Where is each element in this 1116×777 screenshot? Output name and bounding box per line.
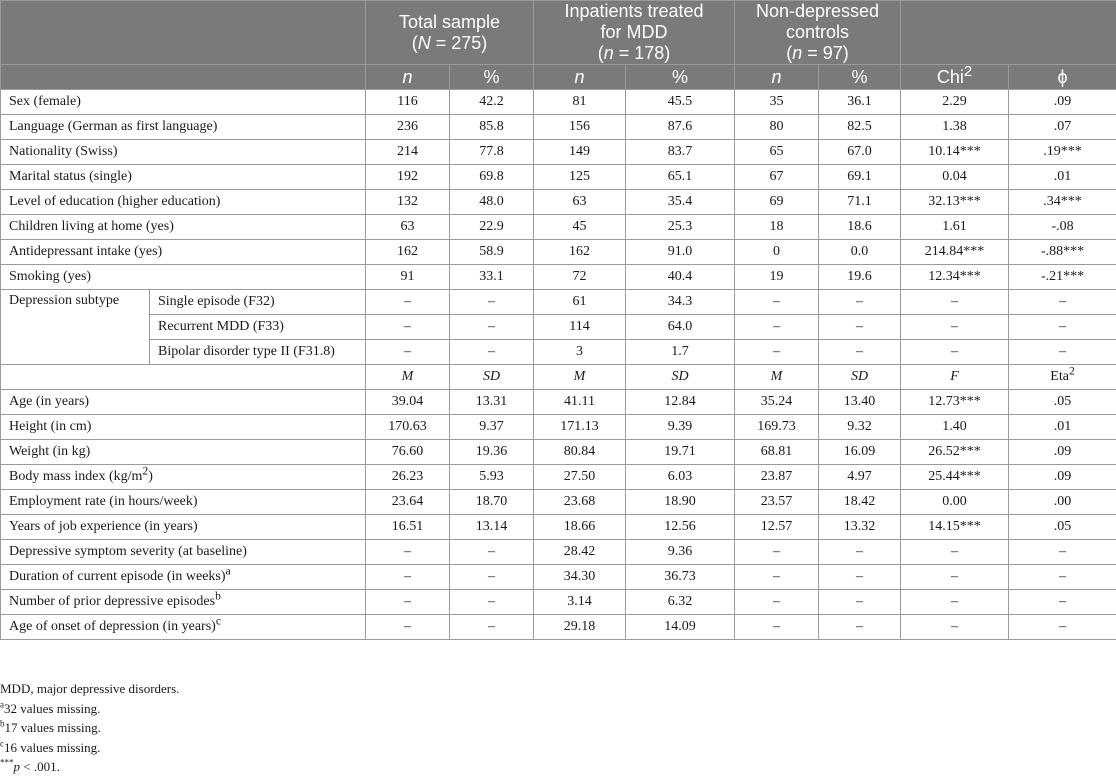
value-cell: 9.37 bbox=[450, 415, 534, 440]
stat-header-pct-controls: % bbox=[819, 65, 901, 90]
value-cell: 28.42 bbox=[534, 540, 626, 565]
value-cell: 116 bbox=[366, 90, 450, 115]
value-cell: 13.32 bbox=[819, 515, 901, 540]
value-cell: 6.32 bbox=[626, 590, 735, 615]
value-cell: 156 bbox=[534, 115, 626, 140]
value-cell: – bbox=[1009, 290, 1116, 315]
value-cell: – bbox=[819, 540, 901, 565]
value-cell: .09 bbox=[1009, 90, 1116, 115]
value-cell: 85.8 bbox=[450, 115, 534, 140]
value-cell: – bbox=[819, 590, 901, 615]
value-cell: 1.61 bbox=[901, 215, 1009, 240]
value-cell: 19 bbox=[735, 265, 819, 290]
table-row bbox=[1, 140, 1116, 165]
note-significance: ***p < .001. bbox=[0, 757, 60, 774]
value-cell: 34.30 bbox=[534, 565, 626, 590]
table-row bbox=[1, 515, 1116, 540]
value-cell: 12.73*** bbox=[901, 390, 1009, 415]
stat-header-2-cell: SD bbox=[819, 365, 901, 390]
row-label bbox=[1, 190, 366, 215]
table-row bbox=[1, 215, 1116, 240]
header-controls bbox=[735, 1, 901, 65]
value-cell: 14.15*** bbox=[901, 515, 1009, 540]
value-cell: 40.4 bbox=[626, 265, 735, 290]
table-row bbox=[1, 415, 1116, 440]
value-cell: 18.42 bbox=[819, 490, 901, 515]
value-cell: 0.04 bbox=[901, 165, 1009, 190]
value-cell: – bbox=[450, 590, 534, 615]
value-cell: 48.0 bbox=[450, 190, 534, 215]
value-cell: 9.32 bbox=[819, 415, 901, 440]
value-cell: 67 bbox=[735, 165, 819, 190]
value-cell: – bbox=[366, 290, 450, 315]
value-cell: 27.50 bbox=[534, 465, 626, 490]
value-cell: 192 bbox=[366, 165, 450, 190]
subtype-row-label bbox=[150, 340, 366, 365]
header-inpatients-n: (n = 178) bbox=[597, 43, 671, 63]
table-row bbox=[1, 540, 1116, 565]
stat-header-pct-total: % bbox=[450, 65, 534, 90]
value-cell: 71.1 bbox=[819, 190, 901, 215]
row-label-text: Children living at home (yes) bbox=[9, 219, 174, 234]
table-row bbox=[1, 315, 1116, 340]
value-cell: 162 bbox=[534, 240, 626, 265]
row-label-suffix: ) bbox=[148, 469, 153, 484]
value-cell: 214 bbox=[366, 140, 450, 165]
row-label bbox=[1, 590, 366, 615]
value-cell: .07 bbox=[1009, 115, 1116, 140]
row-label-text: Marital status (single) bbox=[9, 169, 132, 184]
row-label-text: Depressive symptom severity (at baseline) bbox=[9, 544, 247, 559]
value-cell: 236 bbox=[366, 115, 450, 140]
value-cell: 3 bbox=[534, 340, 626, 365]
row-label-text: Nationality (Swiss) bbox=[9, 144, 118, 159]
stat-header-2-cell: M bbox=[735, 365, 819, 390]
stat-header-phi: ϕ bbox=[1009, 65, 1116, 90]
subtype-group-label: Depression subtype bbox=[1, 290, 150, 365]
value-cell: 149 bbox=[534, 140, 626, 165]
value-cell: .09 bbox=[1009, 465, 1116, 490]
table-row bbox=[1, 340, 1116, 365]
stat-header-2-empty bbox=[1, 365, 366, 390]
value-cell: 9.39 bbox=[626, 415, 735, 440]
value-cell: 91.0 bbox=[626, 240, 735, 265]
value-cell: – bbox=[366, 340, 450, 365]
value-cell: – bbox=[1009, 540, 1116, 565]
row-label bbox=[1, 515, 366, 540]
row-label bbox=[1, 390, 366, 415]
value-cell: 169.73 bbox=[735, 415, 819, 440]
row-label bbox=[1, 240, 366, 265]
value-cell: 12.84 bbox=[626, 390, 735, 415]
value-cell: – bbox=[366, 315, 450, 340]
value-cell: – bbox=[1009, 565, 1116, 590]
table-row bbox=[1, 115, 1116, 140]
value-cell: 45 bbox=[534, 215, 626, 240]
value-cell: – bbox=[735, 340, 819, 365]
row-label bbox=[1, 265, 366, 290]
row-label-text: Number of prior depressive episodes bbox=[9, 594, 216, 609]
value-cell: 64.0 bbox=[626, 315, 735, 340]
row-label-text: Duration of current episode (in weeks) bbox=[9, 569, 226, 584]
value-cell: 35.24 bbox=[735, 390, 819, 415]
value-cell: 80 bbox=[735, 115, 819, 140]
value-cell: .00 bbox=[1009, 490, 1116, 515]
value-cell: 23.64 bbox=[366, 490, 450, 515]
value-cell: 214.84*** bbox=[901, 240, 1009, 265]
value-cell: 58.9 bbox=[450, 240, 534, 265]
stat-header-empty bbox=[1, 65, 366, 90]
value-cell: .05 bbox=[1009, 390, 1116, 415]
value-cell: 69 bbox=[735, 190, 819, 215]
value-cell: 170.63 bbox=[366, 415, 450, 440]
row-label-text: Sex (female) bbox=[9, 94, 81, 109]
value-cell: – bbox=[450, 540, 534, 565]
row-label-text: Recurrent MDD (F33) bbox=[158, 319, 284, 334]
value-cell: 41.11 bbox=[534, 390, 626, 415]
header-total-sample-n: (N = 275) bbox=[411, 32, 488, 53]
subtype-row-label bbox=[150, 290, 366, 315]
row-label-text: Age (in years) bbox=[9, 394, 90, 409]
value-cell: – bbox=[901, 590, 1009, 615]
row-label bbox=[1, 490, 366, 515]
value-cell: .05 bbox=[1009, 515, 1116, 540]
row-label-text: Years of job experience (in years) bbox=[9, 519, 198, 534]
note-a: $^a$32 values missing. bbox=[0, 699, 101, 716]
value-cell: – bbox=[819, 615, 901, 640]
eta-sup: 2 bbox=[1068, 364, 1075, 378]
value-cell: – bbox=[1009, 590, 1116, 615]
row-label-footnote: c bbox=[215, 614, 222, 628]
value-cell: – bbox=[819, 340, 901, 365]
value-cell: – bbox=[901, 615, 1009, 640]
table-row bbox=[1, 465, 1116, 490]
value-cell: 25.3 bbox=[626, 215, 735, 240]
value-cell: 67.0 bbox=[819, 140, 901, 165]
value-cell: 25.44*** bbox=[901, 465, 1009, 490]
value-cell: 82.5 bbox=[819, 115, 901, 140]
value-cell: .01 bbox=[1009, 415, 1116, 440]
value-cell: 22.9 bbox=[450, 215, 534, 240]
value-cell: 23.87 bbox=[735, 465, 819, 490]
value-cell: 76.60 bbox=[366, 440, 450, 465]
value-cell: 13.14 bbox=[450, 515, 534, 540]
value-cell: 18 bbox=[735, 215, 819, 240]
value-cell: 6.03 bbox=[626, 465, 735, 490]
value-cell: – bbox=[735, 615, 819, 640]
value-cell: – bbox=[901, 290, 1009, 315]
value-cell: 29.18 bbox=[534, 615, 626, 640]
value-cell: 63 bbox=[534, 190, 626, 215]
row-label-text: Body mass index (kg/m bbox=[9, 469, 143, 484]
table-row bbox=[1, 290, 1116, 315]
header-tests-cell bbox=[901, 1, 1116, 65]
value-cell: .09 bbox=[1009, 440, 1116, 465]
value-cell: 23.57 bbox=[735, 490, 819, 515]
value-cell: 61 bbox=[534, 290, 626, 315]
group-header-row bbox=[1, 1, 1116, 65]
row-label-text: Antidepressant intake (yes) bbox=[9, 244, 163, 259]
value-cell: 12.56 bbox=[626, 515, 735, 540]
header-inpatients-title-1: Inpatients treated bbox=[564, 1, 704, 21]
value-cell: 87.6 bbox=[626, 115, 735, 140]
eta-label: Eta bbox=[1050, 369, 1069, 384]
value-cell: – bbox=[366, 565, 450, 590]
header-controls-n: (n = 97) bbox=[786, 43, 849, 63]
value-cell: 39.04 bbox=[366, 390, 450, 415]
stat-header-row-2 bbox=[1, 365, 1116, 390]
value-cell: 18.70 bbox=[450, 490, 534, 515]
row-label bbox=[1, 415, 366, 440]
value-cell: 26.52*** bbox=[901, 440, 1009, 465]
value-cell: – bbox=[450, 290, 534, 315]
note-b: $^b$17 values missing. bbox=[0, 718, 101, 735]
row-label bbox=[1, 115, 366, 140]
value-cell: – bbox=[735, 315, 819, 340]
row-label-footnote: b bbox=[215, 589, 221, 603]
value-cell: 34.3 bbox=[626, 290, 735, 315]
stat-header-pct-inpatients: % bbox=[626, 65, 735, 90]
value-cell: 12.34*** bbox=[901, 265, 1009, 290]
value-cell: 63 bbox=[366, 215, 450, 240]
stat-header-2-cell: SD bbox=[626, 365, 735, 390]
value-cell: 69.1 bbox=[819, 165, 901, 190]
table-notes bbox=[0, 679, 179, 777]
stat-header-2-cell: M bbox=[534, 365, 626, 390]
table-row bbox=[1, 590, 1116, 615]
value-cell: 10.14*** bbox=[901, 140, 1009, 165]
row-label-text: Smoking (yes) bbox=[9, 269, 92, 284]
value-cell: – bbox=[819, 315, 901, 340]
stat-header-n-controls: n bbox=[735, 65, 819, 90]
value-cell: 1.7 bbox=[626, 340, 735, 365]
row-label bbox=[1, 540, 366, 565]
value-cell: 3.14 bbox=[534, 590, 626, 615]
value-cell: – bbox=[735, 290, 819, 315]
value-cell: 72 bbox=[534, 265, 626, 290]
value-cell: 65.1 bbox=[626, 165, 735, 190]
row-label-text: Level of education (higher education) bbox=[9, 194, 221, 209]
value-cell: – bbox=[819, 290, 901, 315]
value-cell: 0 bbox=[735, 240, 819, 265]
value-cell: 19.71 bbox=[626, 440, 735, 465]
value-cell: 83.7 bbox=[626, 140, 735, 165]
value-cell: 132 bbox=[366, 190, 450, 215]
value-cell: – bbox=[901, 565, 1009, 590]
value-cell: – bbox=[735, 540, 819, 565]
value-cell: 19.36 bbox=[450, 440, 534, 465]
stat-header-2-cell: SD bbox=[450, 365, 534, 390]
value-cell: 114 bbox=[534, 315, 626, 340]
value-cell: – bbox=[901, 340, 1009, 365]
value-cell: 18.90 bbox=[626, 490, 735, 515]
value-cell: 4.97 bbox=[819, 465, 901, 490]
value-cell: .01 bbox=[1009, 165, 1116, 190]
value-cell: .34*** bbox=[1009, 190, 1116, 215]
value-cell: 171.13 bbox=[534, 415, 626, 440]
stat-header-2-cell: M bbox=[366, 365, 450, 390]
stat-header-row bbox=[1, 65, 1116, 90]
value-cell: .19*** bbox=[1009, 140, 1116, 165]
table-row bbox=[1, 240, 1116, 265]
table-row bbox=[1, 615, 1116, 640]
stat-header-chi: Chi$^2$ bbox=[901, 65, 1009, 90]
header-controls-title-2: controls bbox=[786, 22, 850, 42]
value-cell: 68.81 bbox=[735, 440, 819, 465]
row-label-text: Language (German as first language) bbox=[9, 119, 218, 134]
header-inpatients bbox=[534, 1, 735, 65]
value-cell: – bbox=[450, 340, 534, 365]
subtype-row-label bbox=[150, 315, 366, 340]
value-cell: 0.00 bbox=[901, 490, 1009, 515]
row-label-text: Single episode (F32) bbox=[158, 294, 275, 309]
value-cell: – bbox=[366, 615, 450, 640]
value-cell: 81 bbox=[534, 90, 626, 115]
value-cell: 77.8 bbox=[450, 140, 534, 165]
value-cell: 80.84 bbox=[534, 440, 626, 465]
header-inpatients-title-2: for MDD bbox=[600, 22, 668, 42]
header-total-sample-title: Total sample bbox=[398, 11, 501, 32]
row-label bbox=[1, 615, 366, 640]
note-abbreviation: MDD, major depressive disorders. bbox=[0, 681, 180, 696]
table-row bbox=[1, 565, 1116, 590]
value-cell: 18.6 bbox=[819, 215, 901, 240]
row-label-text: Age of onset of depression (in years) bbox=[9, 619, 216, 634]
value-cell: 1.38 bbox=[901, 115, 1009, 140]
table-row bbox=[1, 390, 1116, 415]
row-label-text: Height (in cm) bbox=[9, 419, 92, 434]
value-cell: – bbox=[735, 565, 819, 590]
header-corner-cell bbox=[1, 1, 366, 65]
row-label-text: Bipolar disorder type II (F31.8) bbox=[158, 344, 335, 359]
table-row bbox=[1, 190, 1116, 215]
value-cell: 14.09 bbox=[626, 615, 735, 640]
value-cell: 5.93 bbox=[450, 465, 534, 490]
value-cell: 18.66 bbox=[534, 515, 626, 540]
value-cell: 0.0 bbox=[819, 240, 901, 265]
value-cell: 26.23 bbox=[366, 465, 450, 490]
value-cell: -.08 bbox=[1009, 215, 1116, 240]
value-cell: -.88*** bbox=[1009, 240, 1116, 265]
value-cell: – bbox=[450, 315, 534, 340]
value-cell: 69.8 bbox=[450, 165, 534, 190]
table-row bbox=[1, 440, 1116, 465]
value-cell: – bbox=[450, 615, 534, 640]
value-cell: 12.57 bbox=[735, 515, 819, 540]
note-c: $^c$16 values missing. bbox=[0, 738, 101, 755]
value-cell: – bbox=[901, 315, 1009, 340]
table-row bbox=[1, 265, 1116, 290]
value-cell: – bbox=[819, 565, 901, 590]
row-label-text: Weight (in kg) bbox=[9, 444, 91, 459]
value-cell: 9.36 bbox=[626, 540, 735, 565]
value-cell: 23.68 bbox=[534, 490, 626, 515]
value-cell: 162 bbox=[366, 240, 450, 265]
value-cell: 19.6 bbox=[819, 265, 901, 290]
value-cell: 13.31 bbox=[450, 390, 534, 415]
table-row bbox=[1, 90, 1116, 115]
row-label-text: Employment rate (in hours/week) bbox=[9, 494, 198, 509]
value-cell: – bbox=[366, 540, 450, 565]
value-cell: 33.1 bbox=[450, 265, 534, 290]
value-cell: – bbox=[366, 590, 450, 615]
row-label bbox=[1, 440, 366, 465]
value-cell: 16.09 bbox=[819, 440, 901, 465]
row-label-footnote: 2 bbox=[142, 464, 149, 478]
value-cell: – bbox=[735, 590, 819, 615]
table-row bbox=[1, 165, 1116, 190]
row-label bbox=[1, 215, 366, 240]
value-cell: 42.2 bbox=[450, 90, 534, 115]
row-label bbox=[1, 165, 366, 190]
stat-header-n-total: n bbox=[366, 65, 450, 90]
value-cell: 32.13*** bbox=[901, 190, 1009, 215]
row-label bbox=[1, 140, 366, 165]
value-cell: – bbox=[1009, 340, 1116, 365]
stat-header-eta bbox=[1009, 365, 1116, 390]
value-cell: – bbox=[1009, 615, 1116, 640]
value-cell: -.21*** bbox=[1009, 265, 1116, 290]
value-cell: 16.51 bbox=[366, 515, 450, 540]
value-cell: 13.40 bbox=[819, 390, 901, 415]
row-label bbox=[1, 465, 366, 490]
row-label bbox=[1, 565, 366, 590]
row-label bbox=[1, 90, 366, 115]
header-total-sample bbox=[366, 1, 534, 65]
value-cell: 1.40 bbox=[901, 415, 1009, 440]
value-cell: – bbox=[901, 540, 1009, 565]
value-cell: 65 bbox=[735, 140, 819, 165]
value-cell: – bbox=[1009, 315, 1116, 340]
stat-header-2-cell: F bbox=[901, 365, 1009, 390]
row-label-footnote: a bbox=[225, 564, 231, 578]
value-cell: 35.4 bbox=[626, 190, 735, 215]
value-cell: – bbox=[450, 565, 534, 590]
value-cell: 125 bbox=[534, 165, 626, 190]
table-row bbox=[1, 490, 1116, 515]
stat-header-n-inpatients: n bbox=[534, 65, 626, 90]
value-cell: 45.5 bbox=[626, 90, 735, 115]
value-cell: 91 bbox=[366, 265, 450, 290]
value-cell: 2.29 bbox=[901, 90, 1009, 115]
header-controls-title-1: Non-depressed bbox=[755, 1, 880, 21]
value-cell: 36.1 bbox=[819, 90, 901, 115]
value-cell: 36.73 bbox=[626, 565, 735, 590]
value-cell: 35 bbox=[735, 90, 819, 115]
